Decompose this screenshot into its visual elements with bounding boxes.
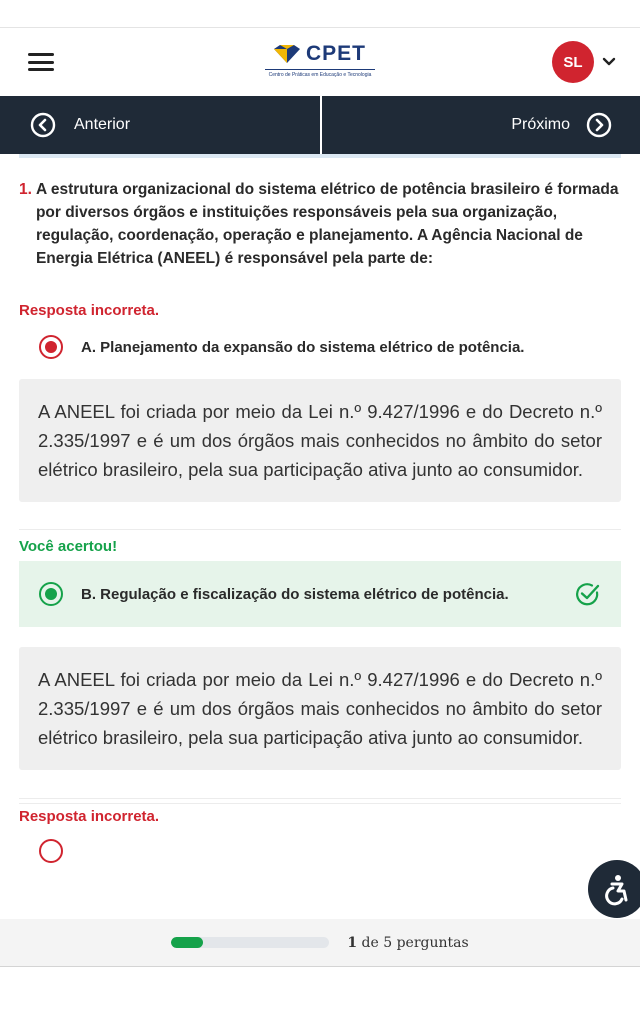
- question-text: A estrutura organizacional do sistema elétrico de potência brasileiro é formada por diversos órgãos e instituições responsáveis pela sua organização, regulação, coordenação, operação e planejamento. A Agência Nacional de Energia Elétrica (ANEEL) é responsável pela parte de:: [35, 181, 619, 267]
- logo-subtitle: Centro de Práticas em Educação e Tecnologia: [265, 69, 375, 78]
- status-strip: [0, 0, 640, 28]
- radio-selected-icon[interactable]: [39, 335, 63, 359]
- user-menu[interactable]: [552, 41, 616, 83]
- progress-bar: [171, 937, 329, 948]
- accessibility-icon: [600, 872, 634, 906]
- option-a[interactable]: [19, 323, 621, 371]
- previous-button[interactable]: [0, 96, 322, 154]
- diamond-logo-icon: [274, 45, 300, 63]
- next-button[interactable]: [322, 96, 640, 154]
- logo: [265, 42, 375, 78]
- feedback-text: A ANEEL foi criada por meio da Lei n.º 9.427/1996 e do Decreto n.º 2.335/1997 e é um dos órgãos mais conhecidos no âmbito do setor elétrico brasileiro, pela sua participação ativa junto ao consumidor.: [19, 379, 621, 502]
- answer-status-correct: Você acertou!: [19, 529, 621, 555]
- question-counter: [347, 935, 468, 951]
- next-label: Próximo: [511, 116, 570, 133]
- check-circle-icon: [575, 581, 601, 607]
- menu-icon[interactable]: [28, 53, 54, 71]
- chevron-down-icon[interactable]: [602, 57, 616, 67]
- question-navbar: [0, 96, 640, 154]
- option-a-label: A. Planejamento da expansão do sistema elétrico de potência.: [81, 338, 525, 356]
- quiz-content: [0, 154, 640, 919]
- radio-icon[interactable]: [39, 839, 63, 863]
- answer-status-incorrect: Resposta incorreta.: [19, 803, 621, 825]
- chevron-right-circle-icon: [586, 112, 612, 138]
- question: [19, 178, 621, 270]
- app-header: [0, 28, 640, 96]
- feedback-text: A ANEEL foi criada por meio da Lei n.º 9.427/1996 e do Decreto n.º 2.335/1997 e é um dos órgãos mais conhecidos no âmbito do setor elétrico brasileiro, pela sua participação ativa junto ao consumidor.: [19, 647, 621, 770]
- accessibility-button[interactable]: [588, 860, 640, 918]
- previous-label: Anterior: [74, 116, 131, 133]
- logo-text: CPET: [305, 42, 366, 65]
- radio-correct-icon[interactable]: [39, 582, 63, 606]
- chevron-left-circle-icon: [30, 112, 56, 138]
- divider: [19, 798, 621, 799]
- total-questions: de 5 perguntas: [361, 934, 469, 951]
- answer-status-incorrect: Resposta incorreta.: [19, 302, 160, 319]
- option-b[interactable]: [19, 561, 621, 627]
- avatar[interactable]: SL: [552, 41, 594, 83]
- question-number: 1.: [19, 181, 32, 198]
- option-b-label: B. Regulação e fiscalização do sistema elétrico de potência.: [81, 585, 509, 603]
- progress-fill: [171, 937, 203, 948]
- current-question: 1: [347, 934, 358, 951]
- progress-footer: [0, 919, 640, 967]
